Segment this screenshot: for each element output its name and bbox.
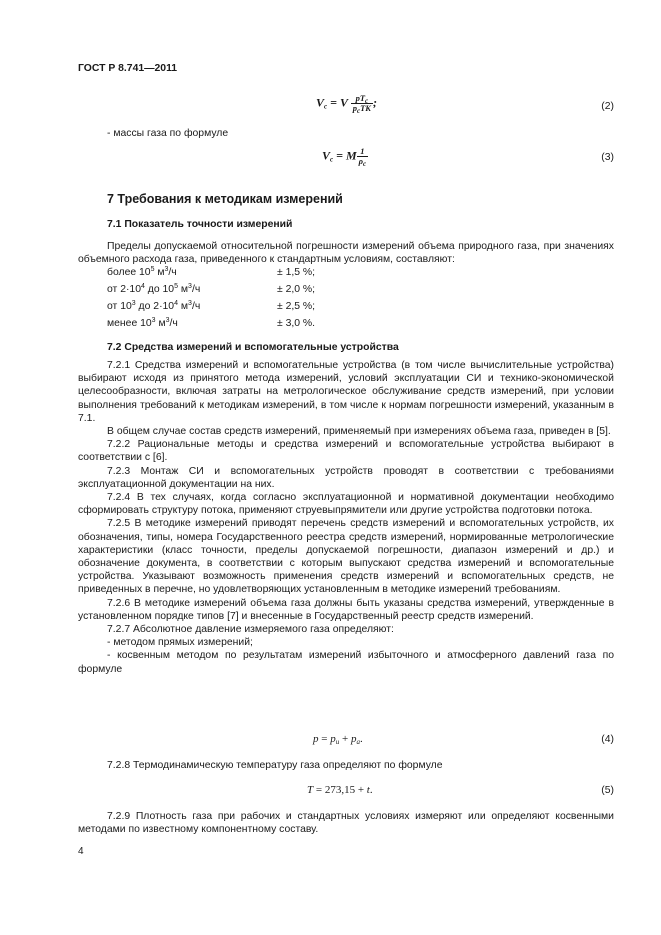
eq4-pi: p bbox=[330, 733, 336, 745]
eq2-fraction bbox=[351, 94, 373, 113]
eq4-dot: . bbox=[359, 733, 363, 745]
range-unit: м bbox=[154, 267, 165, 278]
eq3-lhs-sub: с bbox=[330, 155, 334, 164]
equation-3 bbox=[322, 147, 368, 166]
range-exp: 3 bbox=[151, 317, 156, 324]
equation-2-number: (2) bbox=[601, 101, 614, 112]
range-unit-exp: 3 bbox=[188, 283, 192, 290]
eq2-den: p bbox=[352, 103, 357, 113]
accuracy-range bbox=[107, 266, 177, 279]
eq5-eq: = 273,15 + bbox=[313, 784, 367, 796]
eq3-den-sub: с bbox=[363, 160, 367, 168]
accuracy-range bbox=[107, 317, 178, 330]
range-pre: от 10 bbox=[107, 301, 132, 312]
paragraph-7-2-1: 7.2.1 Средства измерений и вспомогательные устройства (в том числе вычислительные устройства) выбирают исходя из принятого метода измерений, условий эксплуатации СИ и технико-экономической целесообразности, включая затраты на метрологическое обслуживание средств измерений, при условии выполнения требований к методикам измерений, в том числе к нормам погрешности измерений, указанным в 7.1. bbox=[78, 360, 614, 424]
eq2-num: pT bbox=[355, 93, 366, 103]
eq4-eq: = bbox=[318, 733, 331, 745]
eq4-pa: p bbox=[350, 733, 357, 745]
accuracy-value: ± 1,5 %; bbox=[277, 267, 316, 278]
paragraph-7-2-9: 7.2.9 Плотность газа при рабочих и стандартных условиях измеряют или определяют косвенными методами по известному компонентному составу. bbox=[78, 811, 614, 836]
eq2-num-sub: с bbox=[365, 97, 369, 105]
accuracy-value: ± 3,0 %. bbox=[277, 318, 316, 329]
accuracy-range bbox=[107, 283, 200, 296]
equation-4 bbox=[313, 733, 363, 746]
section-7-2-8 bbox=[78, 759, 614, 772]
accuracy-range bbox=[107, 300, 200, 313]
range-unit-exp: 3 bbox=[164, 266, 169, 273]
paragraph-7-2-2: 7.2.2 Рациональные методы и средства измерений и вспомогательные устройства выбирают в соответствии с [6]. bbox=[78, 439, 614, 464]
range-pre: более 10 bbox=[107, 267, 151, 278]
eq3-fraction bbox=[357, 147, 369, 166]
page-number: 4 bbox=[78, 846, 84, 857]
eq2-tail: ; bbox=[372, 95, 377, 110]
range-unit: м bbox=[178, 301, 189, 312]
accuracy-value: ± 2,0 %; bbox=[277, 284, 316, 295]
eq5-dot: . bbox=[369, 784, 373, 796]
range-unit: м bbox=[155, 318, 166, 329]
equation-5 bbox=[307, 784, 373, 797]
range-mid: до 10 bbox=[144, 284, 175, 295]
eq2-lhs-sub: с bbox=[324, 102, 328, 111]
range-exp2: 4 bbox=[174, 300, 178, 307]
paragraph-7-2-7: 7.2.7 Абсолютное давление измеряемого газа определяют: bbox=[107, 624, 394, 636]
paragraph-7-2-4: 7.2.4 В тех случаях, когда согласно эксплуатационной и нормативной документации необходимо сформировать структуру потока, применяют струевыпрямители или другие устройства подготовки потока. bbox=[78, 492, 614, 517]
accuracy-value: ± 2,5 %; bbox=[277, 301, 316, 312]
range-unit-exp: 3 bbox=[165, 317, 170, 324]
equation-3-number: (3) bbox=[601, 152, 614, 163]
equation-5-number: (5) bbox=[601, 785, 614, 796]
eq4-pa-sub: a bbox=[356, 738, 360, 746]
range-unit: м bbox=[178, 284, 189, 295]
document-header: ГОСТ Р 8.741—2011 bbox=[78, 63, 178, 74]
paragraph-7-2-1b: В общем случае состав средств измерений, применяемый при измерениях объема газа, приведен в [5]. bbox=[107, 426, 611, 438]
range-exp: 3 bbox=[131, 300, 136, 307]
eq3-mid: = M bbox=[333, 148, 357, 163]
paragraph-7-2-6: 7.2.6 В методике измерений объема газа должны быть указаны средства измерений, утвержденные в установленном порядке типов [7] и внесенные в Государственный реестр средств измерений. bbox=[78, 597, 614, 622]
paragraph-7-2-3: 7.2.3 Монтаж СИ и вспомогательных устройств проводят в соответствии с требованиями эксплуатационной документации на них. bbox=[78, 465, 614, 490]
list-item: - косвенным методом по результатам измерений избыточного и атмосферного давлений газа по формуле bbox=[78, 650, 614, 675]
range-unit-tail: /ч bbox=[168, 267, 177, 278]
eq5-t: t bbox=[366, 784, 370, 796]
section-7-1-title: 7.1 Показатель точности измерений bbox=[107, 219, 293, 230]
range-exp2: 5 bbox=[174, 283, 178, 290]
eq5-T: T bbox=[307, 784, 314, 796]
eq4-pi-sub: и bbox=[335, 738, 340, 746]
section-7-title: 7 Требования к методикам измерений bbox=[107, 192, 343, 206]
eq3-lhs: V bbox=[322, 148, 331, 163]
s71-text: Пределы допускаемой относительной погрешности измерений объема природного газа, при значениях объемного расхода газа, приведенного к стандартным условиям, составляют: bbox=[78, 241, 614, 266]
equation-2 bbox=[316, 94, 377, 113]
range-unit-tail: /ч bbox=[169, 318, 178, 329]
mass-line: - массы газа по формуле bbox=[107, 128, 229, 139]
range-mid: до 2·10 bbox=[135, 301, 175, 312]
eq3-den: ρ bbox=[358, 156, 364, 166]
eq2-lhs: V bbox=[316, 95, 325, 110]
range-unit-exp: 3 bbox=[188, 300, 192, 307]
eq4-plus: + bbox=[339, 733, 351, 745]
range-pre: от 2·10 bbox=[107, 284, 141, 295]
section-7-2-title: 7.2 Средства измерений и вспомогательные устройства bbox=[107, 342, 399, 353]
equation-4-number: (4) bbox=[601, 734, 614, 745]
eq3-num: 1 bbox=[357, 147, 369, 157]
eq4-p: p bbox=[313, 733, 319, 745]
paragraph-7-2-5: 7.2.5 В методике измерений приводят перечень средств измерений и вспомогательных устройств, их обозначения, типы, номера Государственного реестра средств измерений, нормированные метрологические характеристики (класс точности, пределы допускаемой погрешности, диапазон измерений и др.) и обозначение документа, в соответствии с которым выпускают средства измерений и вспомогательные устройства. Указывают возможность применения средств измерений и вспомогательных средств, не приведенных в перечне, но удовлетворяющих установленным в методике измерений требованиям. bbox=[78, 518, 614, 596]
list-item: - методом прямых измерений; bbox=[107, 637, 253, 649]
eq2-mid: = V bbox=[327, 95, 351, 110]
range-unit-tail: /ч bbox=[191, 284, 201, 295]
range-exp: 5 bbox=[150, 266, 155, 273]
range-exp: 4 bbox=[141, 283, 145, 290]
range-pre: менее 10 bbox=[107, 318, 152, 329]
section-7-2-9 bbox=[78, 810, 614, 836]
eq2-den-sub: с bbox=[357, 107, 361, 115]
eq2-den-rest: TK bbox=[360, 103, 371, 113]
paragraph-7-2-8: 7.2.8 Термодинамическую температуру газа определяют по формуле bbox=[107, 760, 443, 771]
section-7-2-body bbox=[78, 359, 614, 676]
range-unit-tail: /ч bbox=[191, 301, 201, 312]
section-7-1-paragraph bbox=[78, 240, 614, 266]
